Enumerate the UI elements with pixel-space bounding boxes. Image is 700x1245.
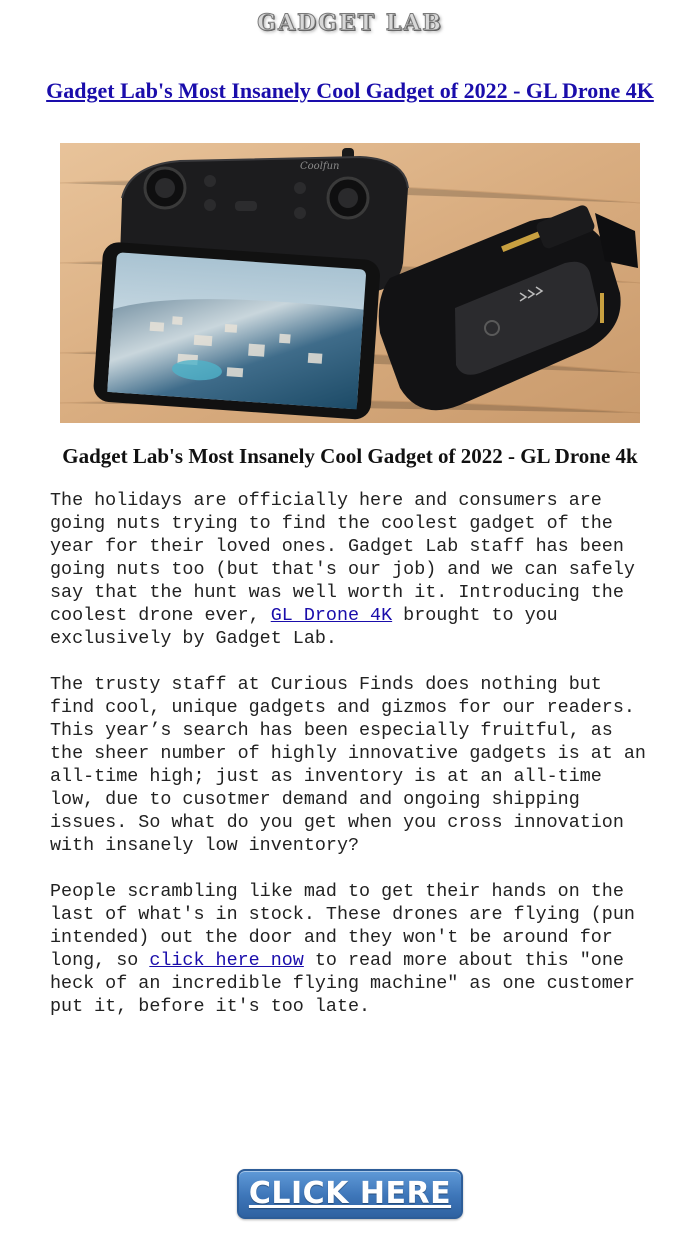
gl-drone-4k-link[interactable]: GL Drone 4K bbox=[270, 605, 393, 626]
click-here-button[interactable]: CLICK HERE bbox=[237, 1169, 463, 1219]
click-here-now-link[interactable]: click here now bbox=[149, 950, 304, 971]
remote-brand-text: Coolfun bbox=[300, 161, 340, 172]
headline-link[interactable]: Gadget Lab's Most Insanely Cool Gadget of 2022 - GL Drone 4K bbox=[46, 78, 654, 103]
gadget-lab-logo: GADGET LAB bbox=[257, 10, 443, 36]
article-body bbox=[50, 489, 650, 1041]
paragraph-1 bbox=[50, 489, 650, 650]
drone-photo-illustration bbox=[60, 143, 640, 423]
hero-image-drone[interactable] bbox=[60, 143, 640, 423]
paragraph-1-text-a: The holidays are officially here and consumers are going nuts trying to find the coolest gadget of the year for their loved ones. Gadget Lab staff has been going nuts too (but that's our job) and we can safely say that the hunt was well worth it. Introducing the coolest drone ever, bbox=[50, 490, 635, 626]
paragraph-1-text-b: brought to you exclusively by Gadget Lab. bbox=[50, 605, 558, 649]
paragraph-2: The trusty staff at Curious Finds does nothing but find cool, unique gadgets and gizmos for our readers. This year’s search has been especially fruitful, as the sheer number of highly innovative gadgets is at an all-time high; just as inventory is at an all-time low, due to cusotmer demand and ongoing shipping issues. So what do you get when you cross innovation with insanely low inventory? bbox=[50, 674, 646, 856]
paragraph-3-text-a: People scrambling like mad to get their hands on the last of what's in stock. These drones are flying (pun intended) out the door and they won't be around for long, so bbox=[50, 881, 635, 971]
article-title: Gadget Lab's Most Insanely Cool Gadget of 2022 - GL Drone 4k bbox=[62, 444, 638, 468]
paragraph-3-text-b: to read more about this "one heck of an incredible flying machine" as one customer put it, before it's too late. bbox=[50, 950, 635, 1017]
paragraph-3 bbox=[50, 880, 650, 1018]
cta-container bbox=[0, 1169, 700, 1219]
